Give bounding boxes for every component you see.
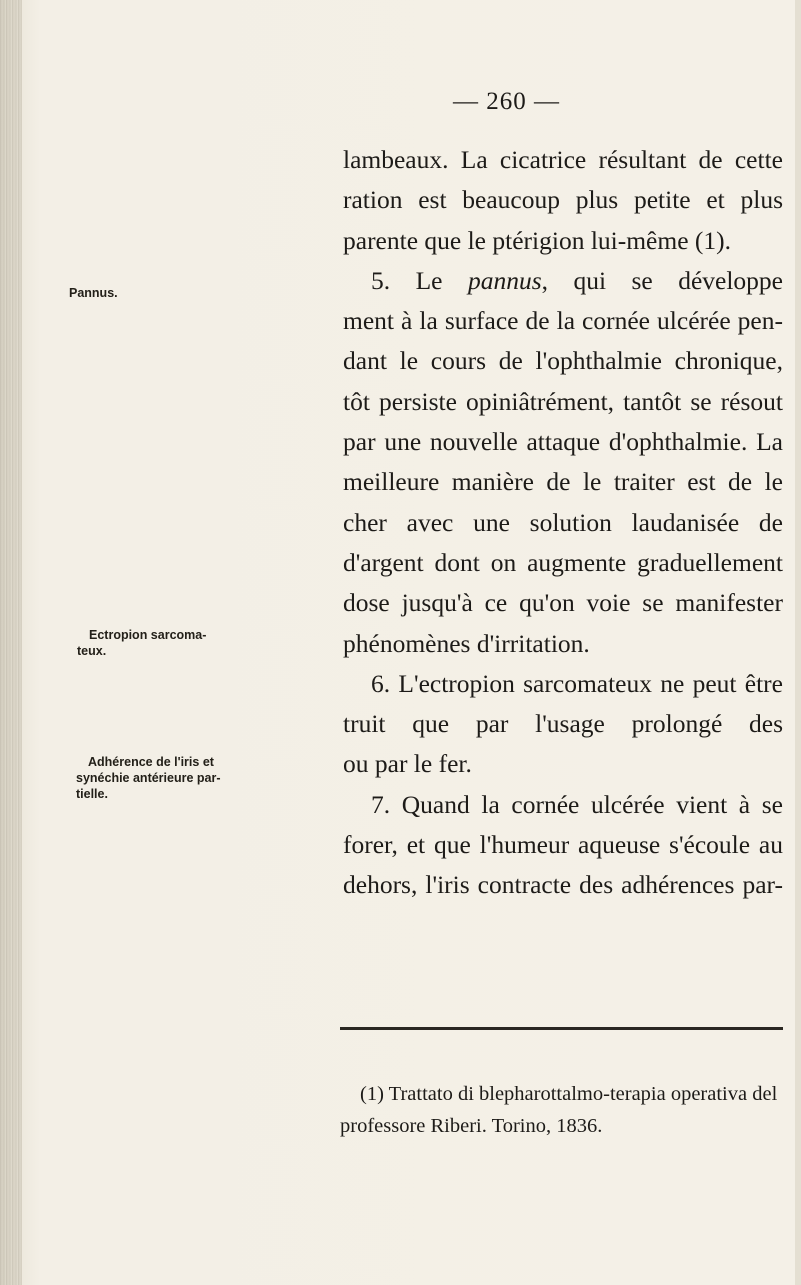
text-line: lambeaux. La cicatrice résultant de cette [343,145,783,174]
margin-note-pannus-text: Pannus. [69,286,118,300]
margin-note-ectropion-line-1: Ectropion sarcoma- [89,628,207,642]
page-right-edge [795,0,801,1285]
text-line: d'argent dont on augmente graduellement [343,547,783,577]
footnote-line-2: professore Riberi. Torino, 1836. [340,1115,603,1137]
text-line: forer, et que l'humeur aqueuse s'écoule au [343,830,783,860]
margin-note-adherence-line-2: synéchie antérieure par- [76,771,221,785]
footnote-line-1: (1) Trattato di blepharottalmo-terapia operativa del [360,1083,778,1105]
footnote [340,1078,790,1142]
margin-note-ectropion [77,627,207,659]
text-line: ration est beaucoup plus petite et plus [343,185,783,215]
text-line: phénomènes d'irritation. [343,628,590,658]
pannus-prefix: 5. Le [371,265,468,295]
text-line: dehors, l'iris contracte des adhérences par- [343,870,783,900]
text-line: cher avec une solution laudanisée de [343,507,783,537]
margin-note-ectropion-line-2: teux. [77,644,107,658]
pannus-suffix: , qui se développe [541,265,783,295]
text-line: tôt persiste opiniâtrément, tantôt se résout [343,386,783,416]
page-number: — 260 — [453,88,560,115]
body-text [343,140,783,906]
text-line: ou par le fer. [343,749,472,779]
margin-note-adherence-line-3: tielle. [76,787,108,801]
text-line: 6. L'ectropion sarcomateux ne peut être [371,668,783,698]
text-line: ment à la surface de la cornée ulcérée pen- [343,306,783,336]
text-line: dant le cours de l'ophthalmie chronique, [343,346,783,376]
text-line-pannus [343,261,783,301]
pannus-term: pannus [467,265,542,295]
text-line: 7. Quand la cornée ulcérée vient à se [371,789,783,819]
page-binding-edge [0,0,22,1285]
text-line: truit que par l'usage prolongé des [343,709,783,739]
text-line: meilleure manière de le traiter est de le [343,467,783,497]
margin-note-adherence-line-1: Adhérence de l'iris et [88,755,214,769]
text-line: parente que le ptérigion lui-même (1). [343,225,732,255]
text-line: dose jusqu'à ce qu'on voie se manifester [343,588,783,618]
footnote-divider [340,1027,783,1030]
margin-note-pannus [69,285,118,301]
text-line: par une nouvelle attaque d'ophthalmie. La [343,427,783,457]
margin-note-adherence [76,754,221,802]
